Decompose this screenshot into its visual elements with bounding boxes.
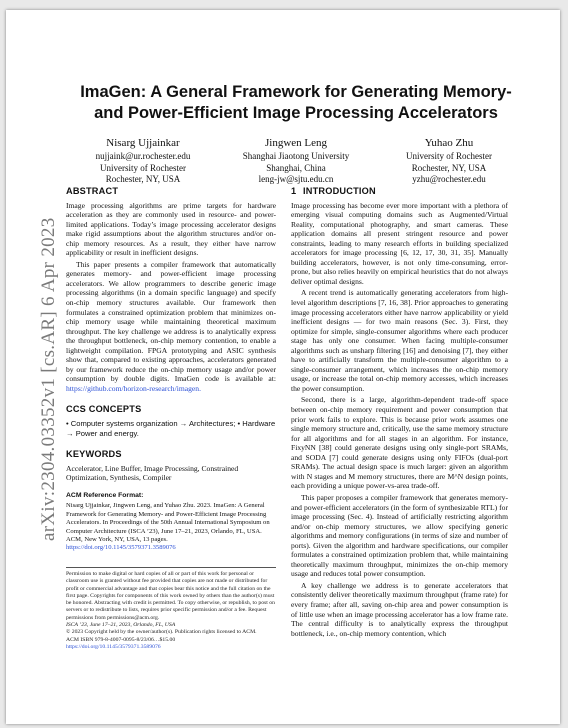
keywords-text: Accelerator, Line Buffer, Image Processing, Constrained Optimization, Synthesis, Compiler (66, 463, 239, 483)
author-email: leng-jw@sjtu.edu.cn (258, 174, 334, 184)
left-column (66, 187, 276, 553)
doi-link[interactable]: https://doi.org/10.1145/3579371.3589076 (66, 544, 176, 552)
acm-reference-heading: ACM Reference Format: (66, 491, 144, 499)
author-location: Rochester, NY, USA (411, 162, 487, 173)
intro-paragraph: Image processing has become ever more important with a plethora of emerging visual computing domains such as Augmented/Virtual Reality, computational photography, and smart cameras. These application domains all present stringent resource and power constraints, leading to many research efforts in building specialized accelerators for image processing [6, 12, 17, 30, 31, 35]. Manually building accelerators, however, is not only time-consuming, error-prone, but also relies heavily on empirical heuristics that do not always deliver optimal designs. (291, 200, 508, 286)
intro-paragraph: This paper proposes a compiler framework that generates memory- and power-efficient accelerators (in the form of synthesizable RTL) for image processing (Sec. 4). Instead of artificially restricting algorithm and/or on-chip memory structures, we allow specifying generic algorithms and memory configurations (in terms of size and number of ports). Given the algorithm and hardware specifications, our compiler formulates a constrained optimization problem that, while maintaining theoretically maximum throughput, minimizes the on-chip memory usage and reduces total power consumption. (291, 492, 508, 579)
intro-paragraph: A recent trend is automatically generating accelerators from high-level algorithm descriptions [7, 16, 38]. Prior approaches to generating image processing accelerators either have narrow applicability or yield inefficient designs — for two main reasons (Sec. 3). First, they optimize for simple, single-consumer algorithms where each producer stage has only one consumer. When facing multiple-consumer algorithms such as unsharp filtering [16] and denoising [7], they either have to artificially transform the multiple-consumer algorithm to a single-consumer arrangement, which increases the on-chip memory usage, or increase the total on-chip memory accesses, which increases the power consumption. (291, 288, 508, 393)
author-affiliation: University of Rochester (406, 151, 492, 161)
keywords-heading: KEYWORDS (66, 449, 122, 460)
code-link[interactable]: https://github.com/horizon-research/imagen. (66, 383, 201, 393)
permission-footnote (66, 567, 276, 651)
ccs-concepts: • Computer systems organization → Architectures; • Hardware → Power and energy. (66, 419, 276, 438)
intro-paragraph: A key challenge we address is to generate accelerators that consistently deliver theoretically maximum throughput (frame rate) for every frame; after all, saving on-chip area and power consumption is of little use when an image processing accelerator has a low frame rate. The central difficulty is to analytically express the throughput bottleneck, i.e., on-chip memory contention, which (291, 580, 508, 638)
author-affiliation: Shanghai Jiaotong University (242, 151, 350, 161)
author-location: Shanghai, China (266, 162, 326, 173)
paper-title: ImaGen: A General Framework for Generating Memory- and Power-Efficient Image Processing Accelerators (80, 83, 512, 122)
footnote-doi-link[interactable]: https://doi.org/10.1145/3579371.3589076 (66, 643, 161, 650)
acm-reference-text: Nisarg Ujjainkar, Jingwen Leng, and Yuhao Zhu. 2023. ImaGen: A General Framework for Generating Memory- and Power-Efficient Image Processing Accelerators. In Proceedings of the 50th Annual International Symposium on Computer Architecture (ISCA ’23), June 17–21, 2023, Orlando, FL, USA. ACM, New York, NY, USA, 13 pages. (66, 502, 270, 544)
author-affiliation: University of Rochester (100, 162, 186, 173)
permission-text: Permission to make digital or hard copies of all or part of this work for personal or classroom use is granted without fee provided that copies are not made or distributed for profit or commercial advantage and that copies bear this notice and the full citation on the first page. Copyrights for components of this work owned by others than the author(s) must be honored. Abstracting with credit is permitted. To copy otherwise, or republish, to post on servers or to redistribute to lists, requires prior specific permission and/or a fee. Request permissions from permissions@acm.org. (66, 571, 275, 621)
author-block (221, 136, 371, 186)
ccs-heading: CCS CONCEPTS (66, 404, 142, 415)
isbn-line: ACM ISBN 979-8-4007-0095-8/23/06…$15.00 (66, 636, 176, 643)
venue-line: ISCA ’23, June 17–21, 2023, Orlando, FL, USA (66, 622, 176, 629)
author-block (68, 136, 218, 186)
section-title: INTRODUCTION (303, 186, 376, 196)
section-number: 1 (291, 186, 297, 196)
abstract-text: This paper presents a compiler framework that automatically generates memory- and power-efficient image processing accelerators. We allow programmers to describe generic image processing algorithms (in a domain specific language) and specify on-chip memory structures available. Our framework then formulates a constrained optimization problem that minimizes on-chip memory usage while maintaining theoretical maximum throughput. The key challenge we address is to analytically express the throughput bottleneck, on-chip memory contention, to enable a lightweight compilation. FPGA prototyping and ASIC synthesis show that, compared to existing approaches, accelerators generated by our framework reduce the on-chip memory usage and/or power consumption by double digits. ImaGen code is available at: (66, 259, 276, 384)
author-block (374, 136, 524, 186)
author-location: Rochester, NY, USA (105, 174, 181, 184)
copyright-line: © 2023 Copyright held by the owner/author(s). Publication rights licensed to ACM. (66, 629, 257, 636)
author-email: nujjaink@ur.rochester.edu (95, 151, 191, 161)
acm-reference (66, 502, 276, 552)
author-email: yzhu@rochester.edu (412, 174, 486, 184)
paper-page (6, 10, 560, 724)
introduction-heading (291, 187, 508, 197)
abstract-paragraph: Image processing algorithms are prime targets for hardware acceleration as they are commonly used in resource- and power-limited applications. Today’s image processing accelerator designs make rigid assumptions about the algorithm structures and/or on-chip memory resources. As a result, they either have narrow applicability or result in inefficient designs. (66, 200, 276, 258)
right-column (291, 187, 508, 640)
author-name: Jingwen Leng (264, 137, 327, 149)
intro-paragraph: Second, there is a large, algorithm-dependent trade-off space between on-chip memory requirement and power consumption that prior work fails to explore. This is because prior work assumes one single memory structure and, critically, use the same memory structure for all algorithms and for all stages in an algorithm. For instance, FixyNN [38] could generate designs using only single-port SRAMs, and SODA [7] could generate designs using only FIFOs (dual-port SRAMs). The actual design space is much larger: given an algorithm with N stages and M memory structures, there are M^N design points, each providing a unique power-vs-area trade-off. (291, 395, 508, 491)
author-name: Nisarg Ujjainkar (106, 137, 180, 149)
abstract-heading: ABSTRACT (66, 186, 119, 196)
abstract-paragraph (66, 260, 276, 394)
author-name: Yuhao Zhu (424, 137, 474, 149)
arxiv-stamp: arXiv:2304.03352v1 [cs.AR] 6 Apr 2023 (38, 217, 59, 541)
